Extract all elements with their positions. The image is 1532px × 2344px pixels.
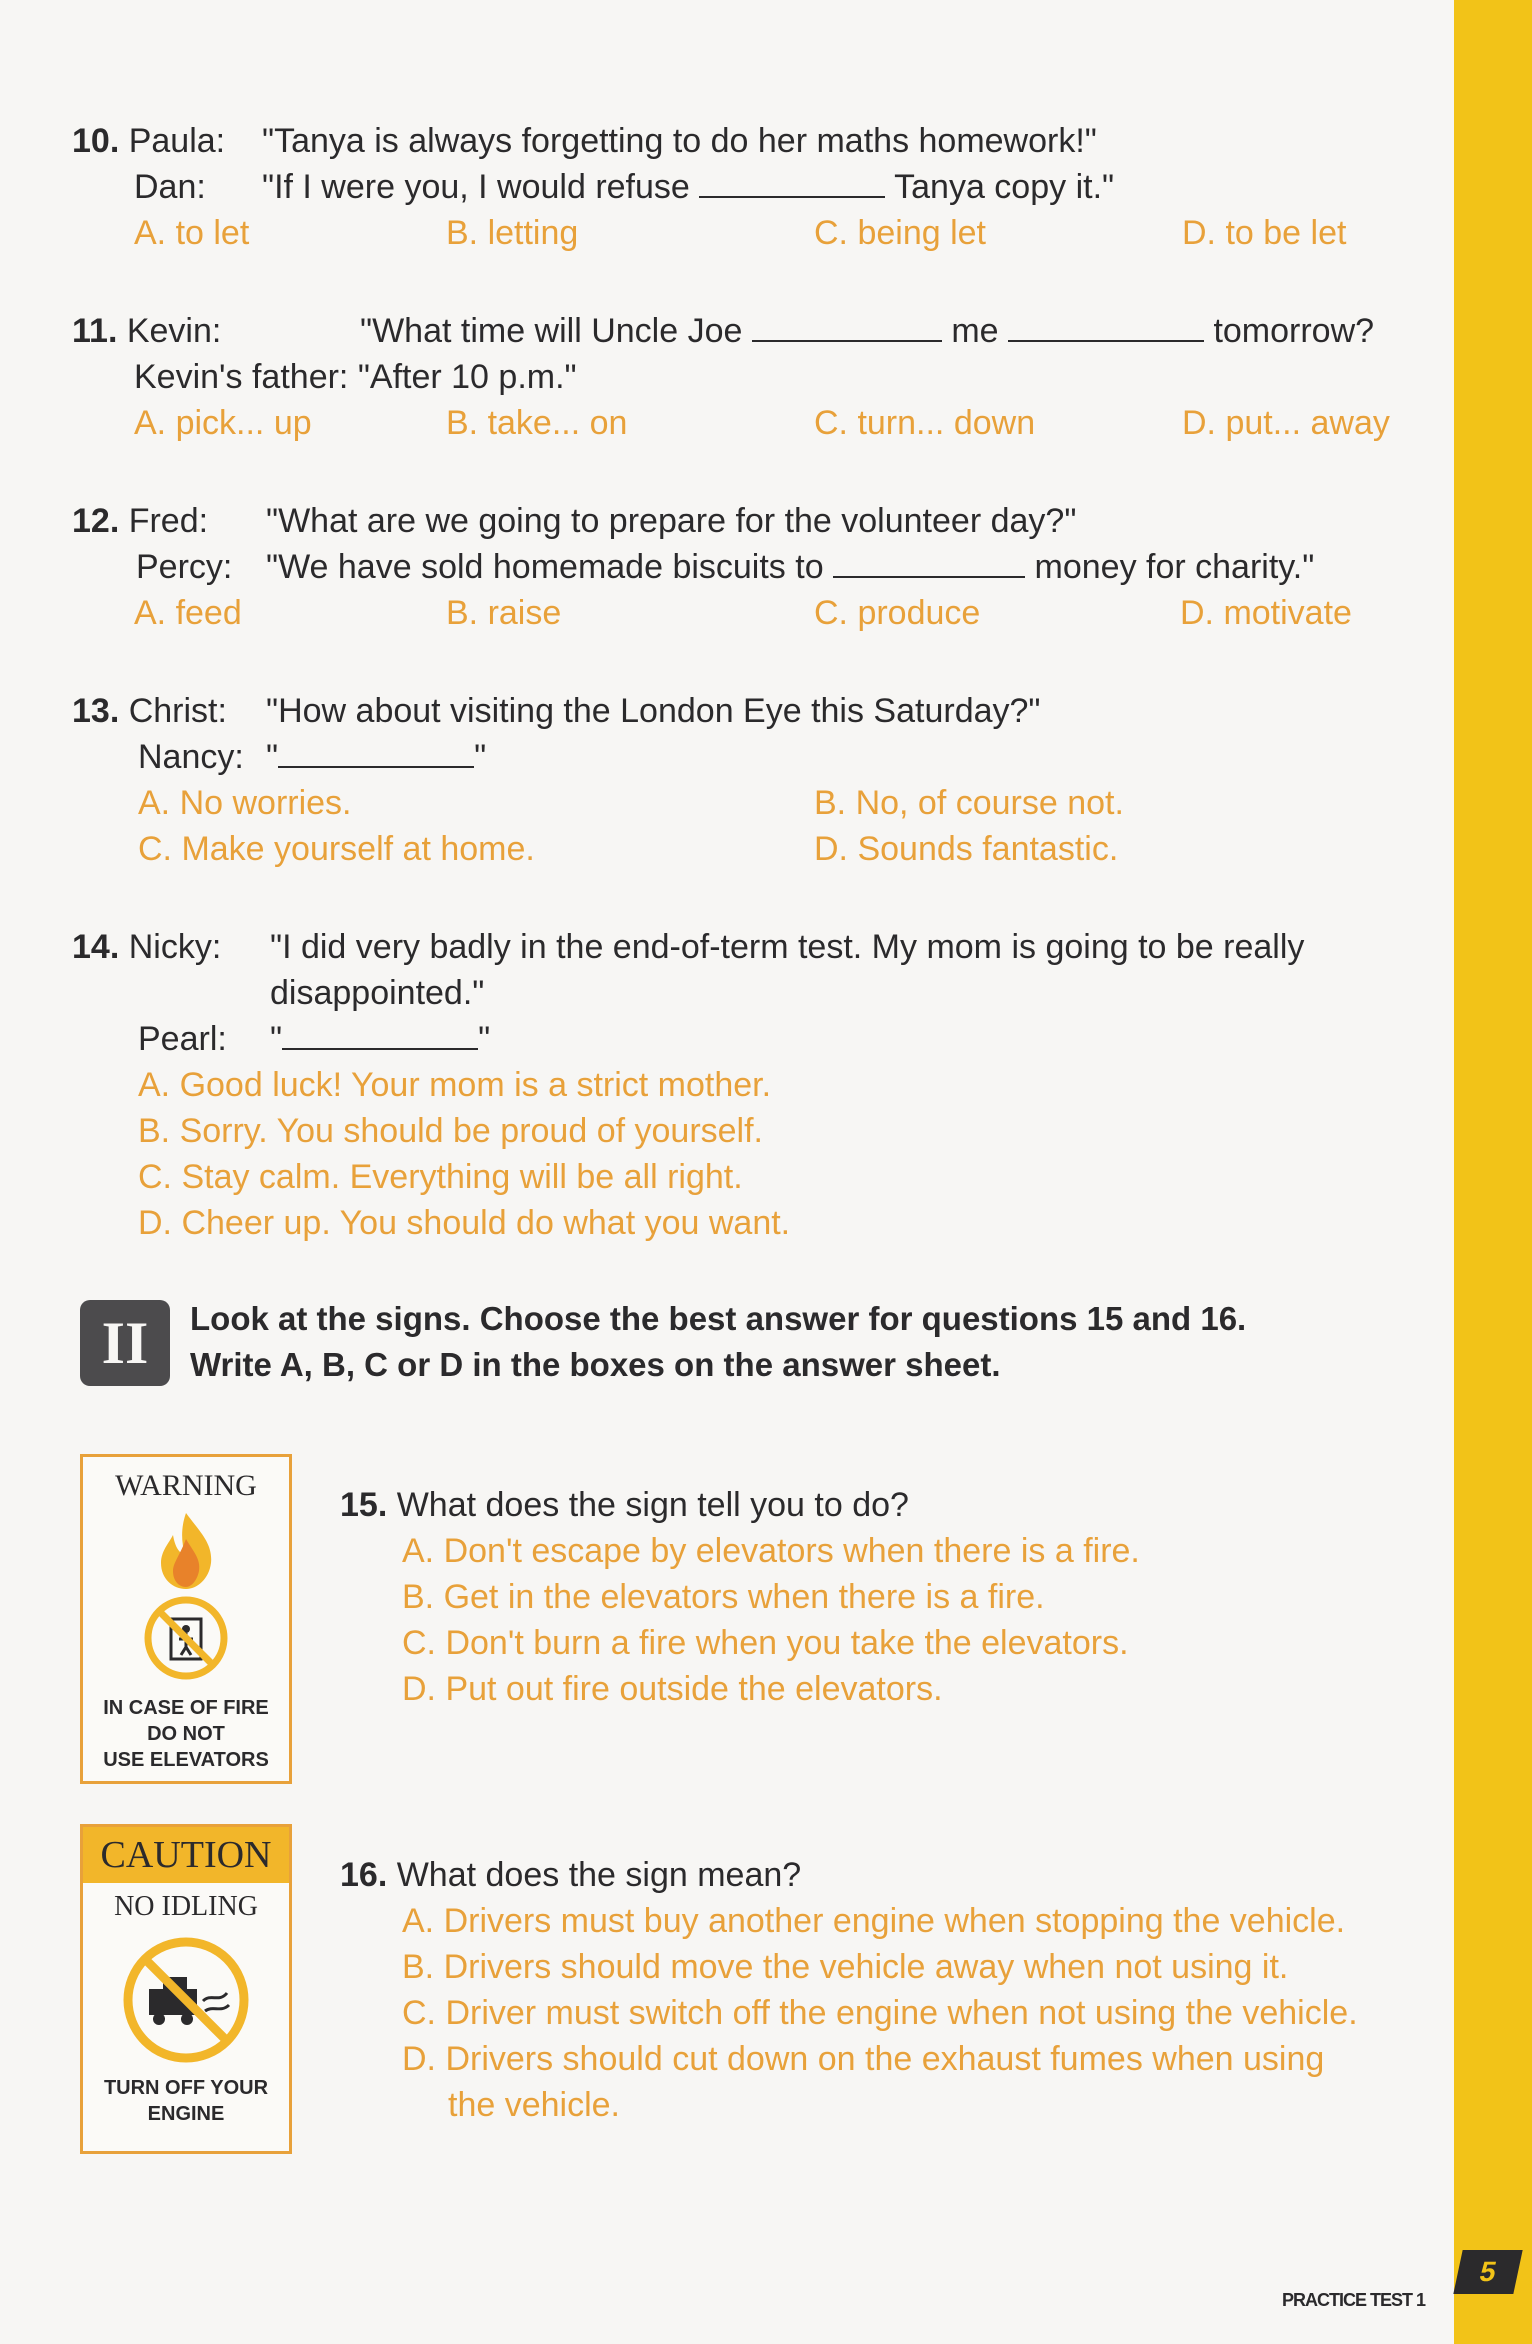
speaker: Christ: [128, 692, 227, 730]
question-16 [340, 1852, 1440, 2128]
speaker: Nicky: [128, 928, 222, 966]
page-edge-tab [1454, 0, 1532, 2344]
answer-blank [699, 166, 885, 198]
fire-icon [141, 1509, 231, 1591]
option-c: C. produce [814, 594, 981, 632]
option-c: C. Driver must switch off the engine when not using the vehicle. [402, 1994, 1358, 2032]
answer-blank [752, 310, 942, 342]
speaker: Nancy: [138, 738, 244, 776]
option-b: B. take... on [446, 404, 628, 442]
question-number: 16. [340, 1856, 388, 1894]
sign-footer-line: USE ELEVATORS [103, 1749, 269, 1771]
speaker: Paula: [128, 122, 226, 160]
question-number: 10. [72, 122, 120, 160]
question-number: 15. [340, 1486, 388, 1524]
question-13 [72, 688, 1412, 872]
no-elevator-icon [141, 1593, 231, 1683]
question-number: 13. [72, 692, 120, 730]
option-d: D. motivate [1180, 594, 1352, 632]
question-11 [72, 308, 1412, 446]
sign-footer [83, 1695, 289, 1773]
quote-mark: " [266, 738, 279, 776]
answer-blank [833, 546, 1025, 578]
option-a: A. to let [134, 214, 250, 252]
dialogue-line: "We have sold homemade biscuits to [266, 548, 824, 586]
warning-sign [80, 1454, 292, 1784]
section-number-badge: II [80, 1300, 170, 1386]
sign-subheading: NO IDLING [114, 1891, 258, 1922]
dialogue-line: "If I were you, I would refuse [262, 168, 690, 206]
dialogue-line: "Tanya is always forgetting to do her maths homework!" [262, 122, 1097, 160]
option-d-continued: the vehicle. [448, 2086, 620, 2124]
option-b: B. letting [446, 214, 579, 252]
instruction-line: Write A, B, C or D in the boxes on the answer sheet. [190, 1346, 1001, 1383]
question-number: 11. [72, 312, 118, 350]
sign-footer [83, 2075, 289, 2127]
option-d: D. Drivers should cut down on the exhaust fumes when using [402, 2040, 1325, 2078]
dialogue-line: Kevin's father: "After 10 p.m." [134, 358, 577, 396]
speaker: Dan: [134, 168, 206, 206]
footer-label: PRACTICE TEST 1 [1282, 2290, 1426, 2310]
sign-footer-line: ENGINE [147, 2103, 225, 2125]
option-d: D. Put out fire outside the elevators. [402, 1670, 943, 1708]
question-14 [72, 924, 1412, 1246]
caution-sign [80, 1824, 292, 2154]
sign-heading: WARNING [115, 1469, 257, 1502]
quote-mark: " [478, 1020, 491, 1058]
question-number: 12. [72, 502, 120, 540]
option-a: A. No worries. [138, 784, 352, 822]
option-d: D. put... away [1182, 404, 1390, 442]
option-b: B. Get in the elevators when there is a fire. [402, 1578, 1045, 1616]
question-text: What does the sign tell you to do? [396, 1486, 909, 1524]
answer-blank [1008, 310, 1204, 342]
instruction-line: Look at the signs. Choose the best answer for questions 15 and 16. [190, 1300, 1247, 1337]
answer-blank [282, 1018, 478, 1050]
option-d: D. Cheer up. You should do what you want. [138, 1204, 791, 1242]
option-a: A. Good luck! Your mom is a strict mother. [138, 1066, 772, 1104]
question-15 [340, 1482, 1440, 1712]
question-10 [72, 118, 1412, 256]
section-instructions [190, 1296, 1246, 1388]
option-c: C. Don't burn a fire when you take the elevators. [402, 1624, 1129, 1662]
option-c: C. Stay calm. Everything will be all right. [138, 1158, 743, 1196]
speaker: Pearl: [138, 1020, 227, 1058]
dialogue-line: me [951, 312, 999, 350]
quote-mark: " [474, 738, 487, 776]
question-text: What does the sign mean? [396, 1856, 802, 1894]
option-a: A. Drivers must buy another engine when stopping the vehicle. [402, 1902, 1346, 1940]
no-idling-icon [119, 1933, 253, 2067]
option-a: A. feed [134, 594, 242, 632]
dialogue-line: disappointed." [270, 974, 485, 1012]
dialogue-line: "What time will Uncle Joe [360, 312, 743, 350]
dialogue-line: "I did very badly in the end-of-term test. My mom is going to be really [270, 928, 1305, 966]
question-12 [72, 498, 1412, 636]
sign-heading: CAUTION [83, 1827, 289, 1883]
dialogue-line: "How about visiting the London Eye this Saturday?" [266, 692, 1041, 730]
question-number: 14. [72, 928, 120, 966]
sign-footer-line: DO NOT [147, 1723, 225, 1745]
option-b: B. No, of course not. [814, 784, 1124, 822]
option-b: B. Sorry. You should be proud of yourself. [138, 1112, 763, 1150]
speaker: Fred: [128, 502, 209, 540]
option-b: B. raise [446, 594, 562, 632]
page-number-badge: 5 [1453, 2250, 1522, 2294]
quote-mark: " [270, 1020, 283, 1058]
speaker: Kevin: [126, 312, 222, 350]
dialogue-line: "What are we going to prepare for the volunteer day?" [266, 502, 1077, 540]
dialogue-line: money for charity." [1034, 548, 1315, 586]
option-a: A. Don't escape by elevators when there is a fire. [402, 1532, 1140, 1570]
option-c: C. being let [814, 214, 986, 252]
option-c: C. turn... down [814, 404, 1036, 442]
option-c: C. Make yourself at home. [138, 830, 535, 868]
option-d: D. Sounds fantastic. [814, 830, 1119, 868]
sign-footer-line: TURN OFF YOUR [103, 2077, 269, 2099]
option-d: D. to be let [1182, 214, 1347, 252]
sign-footer-line: IN CASE OF FIRE [103, 1697, 269, 1719]
dialogue-line: Tanya copy it." [894, 168, 1115, 206]
option-a: A. pick... up [134, 404, 312, 442]
speaker: Percy: [136, 548, 233, 586]
option-b: B. Drivers should move the vehicle away when not using it. [402, 1948, 1289, 1986]
dialogue-line: tomorrow? [1213, 312, 1375, 350]
answer-blank [278, 736, 474, 768]
